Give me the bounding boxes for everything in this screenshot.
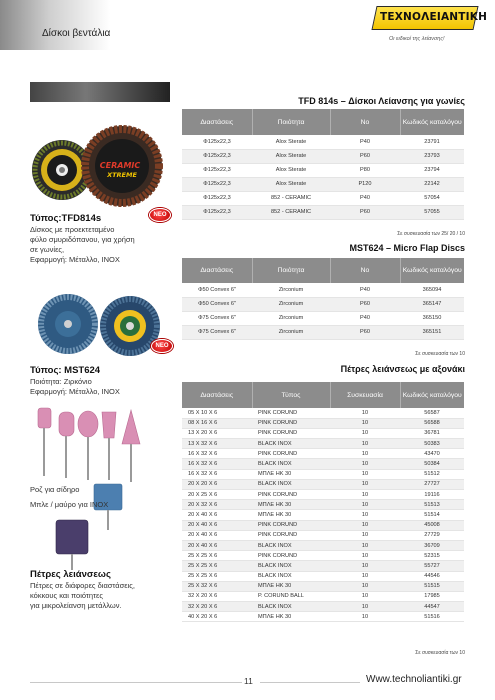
product-title: Τύπος:TFD814s xyxy=(30,213,102,224)
table-row xyxy=(182,500,464,510)
table-cell: PINK CORUND xyxy=(252,418,330,428)
product-title: Πέτρες λειάνσεως xyxy=(30,569,111,580)
mst624-disc-back xyxy=(38,294,98,354)
table-cell: 10 xyxy=(330,612,400,622)
table-cell: 10 xyxy=(330,520,400,530)
table-cell: 23791 xyxy=(400,135,464,149)
website-link[interactable]: Www.technoliantiki.gr xyxy=(366,674,462,685)
table-cell: Φ125x22,3 xyxy=(182,177,252,191)
table-row xyxy=(182,191,464,205)
table-cell: Zirconium xyxy=(252,283,330,297)
table-cell: Φ125x22,3 xyxy=(182,191,252,205)
description-line: Δίσκος με προεκτεταμένο xyxy=(30,225,115,234)
table-cell: 10 xyxy=(330,490,400,500)
table-cell: 10 xyxy=(330,561,400,571)
table-row xyxy=(182,479,464,489)
product-mst624-description xyxy=(30,366,180,397)
table-cell: 27727 xyxy=(400,479,464,489)
table-cell: Zirconium xyxy=(252,325,330,339)
description-line: για μικρολείανση μετάλλων. xyxy=(30,601,122,610)
table-cell: 10 xyxy=(330,449,400,459)
table-row xyxy=(182,205,464,219)
table-cell: BLACK INOX xyxy=(252,459,330,469)
table-row xyxy=(182,602,464,612)
column-header: Κωδικός καταλόγου xyxy=(400,258,464,283)
table-cell: 10 xyxy=(330,428,400,438)
table-cell: 51512 xyxy=(400,469,464,479)
table-row xyxy=(182,561,464,571)
table-cell: 20 X 40 X 6 xyxy=(182,540,252,550)
table-cell: P60 xyxy=(330,149,400,163)
logo-text: ΤΕΧΝΟΛΕΙΑΝΤΙΚΗ xyxy=(380,11,488,23)
table-cell: 13 X 32 X 6 xyxy=(182,439,252,449)
table-cell: Φ50 Convex 6" xyxy=(182,297,252,311)
table-cell: 20 X 40 X 6 xyxy=(182,530,252,540)
column-header: Κωδικός καταλόγου xyxy=(400,382,464,408)
table-cell: 52315 xyxy=(400,551,464,561)
table-row xyxy=(182,311,464,325)
table-cell: 16 X 32 X 6 xyxy=(182,459,252,469)
company-logo xyxy=(374,6,488,46)
table-cell: 43470 xyxy=(400,449,464,459)
black-mounted-point-photo xyxy=(52,516,102,572)
table-cell: 40 X 20 X 6 xyxy=(182,612,252,622)
footer-divider xyxy=(30,682,242,683)
table-row xyxy=(182,551,464,561)
table-row xyxy=(182,469,464,479)
table-cell: 25 X 32 X 6 xyxy=(182,581,252,591)
mst624-section-title: MST624 – Micro Flap Discs xyxy=(349,243,465,253)
table-row xyxy=(182,297,464,311)
table-cell: 36781 xyxy=(400,428,464,438)
table-cell: BLACK INOX xyxy=(252,602,330,612)
table-row xyxy=(182,177,464,191)
column-header: Ποιότητα xyxy=(252,109,330,135)
column-header: Διαστάσεις xyxy=(182,109,252,135)
table-cell: PINK CORUND xyxy=(252,408,330,418)
table-cell: 20 X 40 X 6 xyxy=(182,510,252,520)
table-cell: 10 xyxy=(330,551,400,561)
description-line: φύλο σμυριδόπανου, για χρήση xyxy=(30,235,135,244)
table-cell: ΜΠΛΕ ΗΚ 30 xyxy=(252,500,330,510)
table-cell: ΜΠΛΕ ΗΚ 30 xyxy=(252,510,330,520)
table-cell: 10 xyxy=(330,540,400,550)
table-row xyxy=(182,581,464,591)
table-cell: 10 xyxy=(330,500,400,510)
black-mounted-point-illustration xyxy=(52,516,102,572)
table-row xyxy=(182,510,464,520)
tfd814s-table xyxy=(182,109,464,220)
table-cell: 27729 xyxy=(400,530,464,540)
table-cell: P120 xyxy=(330,177,400,191)
table-cell: Alox Sterate xyxy=(252,177,330,191)
product-title: Τύπος: MST624 xyxy=(30,365,101,376)
table-cell: 10 xyxy=(330,510,400,520)
table-row xyxy=(182,530,464,540)
pink-mounted-points-photo xyxy=(34,404,144,484)
table-cell: 25 X 25 X 6 xyxy=(182,571,252,581)
table-cell: ΜΠΛΕ ΗΚ 30 xyxy=(252,581,330,591)
description-line: Εφαρμογή: Μέταλλο, INOX xyxy=(30,255,120,264)
table-cell: P40 xyxy=(330,191,400,205)
table-cell: P80 xyxy=(330,163,400,177)
flap-discs-illustration xyxy=(30,82,170,214)
table-cell: 51513 xyxy=(400,500,464,510)
table-row xyxy=(182,449,464,459)
table-cell: 44546 xyxy=(400,571,464,581)
table-cell: 23793 xyxy=(400,149,464,163)
table-cell: 365094 xyxy=(400,283,464,297)
table-cell: P60 xyxy=(330,297,400,311)
tfd814s-section-title: TFD 814s – Δίσκοι Λείανσης για γωνίες xyxy=(298,96,465,106)
table-cell: 22142 xyxy=(400,177,464,191)
table-cell: BLACK INOX xyxy=(252,479,330,489)
flap-disc-photo xyxy=(30,82,170,214)
table-row xyxy=(182,520,464,530)
table-cell: Φ125x22,3 xyxy=(182,135,252,149)
stones-section-title: Πέτρες λειάνσεως με αξονάκι xyxy=(340,364,465,374)
table-row xyxy=(182,325,464,339)
table-cell: PINK CORUND xyxy=(252,520,330,530)
table-cell: Φ125x22,3 xyxy=(182,205,252,219)
table-cell: 51516 xyxy=(400,612,464,622)
table-cell: P60 xyxy=(330,325,400,339)
description-line: Ποιότητα: Ζιρκόνιο xyxy=(30,377,92,386)
pink-mounted-points-illustration xyxy=(34,404,144,484)
mst624-table-body xyxy=(182,283,464,339)
table-cell: 20 X 25 X 6 xyxy=(182,490,252,500)
disc-label-xtreme: XTREME xyxy=(107,171,137,179)
table-cell: 10 xyxy=(330,602,400,612)
table-cell: 10 xyxy=(330,418,400,428)
table-cell: PINK CORUND xyxy=(252,428,330,438)
table-cell: 50383 xyxy=(400,439,464,449)
table-cell: 16 X 32 X 6 xyxy=(182,469,252,479)
description-line: Πέτρες σε διάφορες διαστάσεις, xyxy=(30,581,135,590)
table-row xyxy=(182,408,464,418)
table-cell: Φ125x22,3 xyxy=(182,163,252,177)
new-badge: ΝΕΟ xyxy=(149,208,171,222)
table-cell: P60 xyxy=(330,205,400,219)
table-cell: Zirconium xyxy=(252,311,330,325)
description-line: κόκκους και ποιότητες xyxy=(30,591,103,600)
table-row xyxy=(182,490,464,500)
table-cell: 25 X 25 X 6 xyxy=(182,561,252,571)
table-cell: 365147 xyxy=(400,297,464,311)
column-header: Νο xyxy=(330,258,400,283)
table-cell: ΜΠΛΕ ΗΚ 30 xyxy=(252,469,330,479)
table-cell: P. CORUND BALL xyxy=(252,591,330,601)
table-cell: PINK CORUND xyxy=(252,551,330,561)
packaging-note: Σε συσκευασία των 10 xyxy=(415,351,465,357)
table-cell: 20 X 32 X 6 xyxy=(182,500,252,510)
packaging-note: Σε συσκευασία των 10 xyxy=(415,650,465,656)
table-cell: BLACK INOX xyxy=(252,540,330,550)
table-row xyxy=(182,135,464,149)
pink-caption: Ροζ για σίδηρο xyxy=(30,485,80,494)
table-cell: 10 xyxy=(330,469,400,479)
table-cell: 05 X 10 X 6 xyxy=(182,408,252,418)
table-cell: 57055 xyxy=(400,205,464,219)
table-cell: P40 xyxy=(330,135,400,149)
product-tfd814s-description xyxy=(30,214,180,265)
table-cell: 20 X 20 X 6 xyxy=(182,479,252,489)
micro-flap-discs-illustration xyxy=(34,290,174,362)
table-cell: 32 X 20 X 6 xyxy=(182,602,252,612)
table-cell: 17985 xyxy=(400,591,464,601)
footer-divider xyxy=(260,682,360,683)
table-cell: 365150 xyxy=(400,311,464,325)
table-row xyxy=(182,591,464,601)
column-header: Τύπος xyxy=(252,382,330,408)
table-cell: 36709 xyxy=(400,540,464,550)
table-cell: P40 xyxy=(330,311,400,325)
table-cell: BLACK INOX xyxy=(252,561,330,571)
micro-flap-discs-photo xyxy=(34,290,174,362)
table-cell: Φ75 Convex 6" xyxy=(182,311,252,325)
table-cell: BLACK INOX xyxy=(252,439,330,449)
table-row xyxy=(182,149,464,163)
table-row xyxy=(182,439,464,449)
table-row xyxy=(182,428,464,438)
table-cell: 10 xyxy=(330,530,400,540)
table-cell: 55727 xyxy=(400,561,464,571)
disc-label-ceramic: CERAMIC xyxy=(99,161,141,170)
description-line: σε γωνίες, xyxy=(30,245,65,254)
table-cell: ΜΠΛΕ ΗΚ 30 xyxy=(252,612,330,622)
table-cell: Alox Sterate xyxy=(252,135,330,149)
table-row xyxy=(182,418,464,428)
page-header xyxy=(0,0,495,50)
table-cell: 13 X 20 X 6 xyxy=(182,428,252,438)
description-line: Εφαρμογή: Μέταλλο, INOX xyxy=(30,387,120,396)
table-cell: P40 xyxy=(330,283,400,297)
header-gradient-bar xyxy=(0,0,110,50)
column-header: Κωδικός καταλόγου xyxy=(400,109,464,135)
table-cell: Zirconium xyxy=(252,297,330,311)
table-cell: BLACK INOX xyxy=(252,571,330,581)
blue-black-caption: Μπλε / μαύρο για INOX xyxy=(30,500,109,509)
column-header: Διαστάσεις xyxy=(182,258,252,283)
table-cell: 32 X 20 X 6 xyxy=(182,591,252,601)
column-header: Συσκευασία xyxy=(330,382,400,408)
page-number: 11 xyxy=(244,676,253,686)
packaging-note: Σε συσκευασία των 25/ 20 / 10 xyxy=(397,231,465,237)
table-cell: Alox Sterate xyxy=(252,163,330,177)
table-cell: PINK CORUND xyxy=(252,490,330,500)
table-cell: 56587 xyxy=(400,408,464,418)
table-row xyxy=(182,612,464,622)
product-stones-description xyxy=(30,570,180,611)
table-row xyxy=(182,163,464,177)
table-cell: Φ125x22,3 xyxy=(182,149,252,163)
table-cell: 20 X 40 X 6 xyxy=(182,520,252,530)
table-cell: 10 xyxy=(330,581,400,591)
table-cell: 10 xyxy=(330,571,400,581)
table-row xyxy=(182,540,464,550)
table-cell: 16 X 32 X 6 xyxy=(182,449,252,459)
table-cell: PINK CORUND xyxy=(252,530,330,540)
table-row xyxy=(182,459,464,469)
table-cell: 23794 xyxy=(400,163,464,177)
table-cell: 45008 xyxy=(400,520,464,530)
logo-tagline: Οι ειδικοί της λείανσης! xyxy=(389,36,445,42)
table-cell: 10 xyxy=(330,408,400,418)
column-header: Νο xyxy=(330,109,400,135)
table-cell: Alox Sterate xyxy=(252,149,330,163)
table-cell: 19116 xyxy=(400,490,464,500)
table-cell: 10 xyxy=(330,459,400,469)
table-cell: 51515 xyxy=(400,581,464,591)
table-cell: 25 X 25 X 6 xyxy=(182,551,252,561)
table-row xyxy=(182,571,464,581)
tfd814s-table-body xyxy=(182,135,464,219)
table-cell: 10 xyxy=(330,439,400,449)
table-cell: Φ75 Convex 6" xyxy=(182,325,252,339)
column-header: Διαστάσεις xyxy=(182,382,252,408)
table-cell: PINK CORUND xyxy=(252,449,330,459)
stones-table-body xyxy=(182,408,464,622)
mst624-table xyxy=(182,258,464,340)
table-cell: 57054 xyxy=(400,191,464,205)
table-cell: 50384 xyxy=(400,459,464,469)
table-cell: 10 xyxy=(330,479,400,489)
table-cell: 365151 xyxy=(400,325,464,339)
column-header: Ποιότητα xyxy=(252,258,330,283)
new-badge: ΝΕΟ xyxy=(151,339,173,353)
page-title: Δίσκοι βεντάλια xyxy=(42,28,111,39)
table-row xyxy=(182,283,464,297)
table-cell: Φ50 Convex 6" xyxy=(182,283,252,297)
table-cell: 10 xyxy=(330,591,400,601)
table-cell: 852 - CERAMIC xyxy=(252,205,330,219)
stones-table xyxy=(182,382,464,622)
table-cell: 08 X 16 X 6 xyxy=(182,418,252,428)
table-cell: 852 - CERAMIC xyxy=(252,191,330,205)
table-cell: 56588 xyxy=(400,418,464,428)
table-cell: 51514 xyxy=(400,510,464,520)
table-cell: 44547 xyxy=(400,602,464,612)
